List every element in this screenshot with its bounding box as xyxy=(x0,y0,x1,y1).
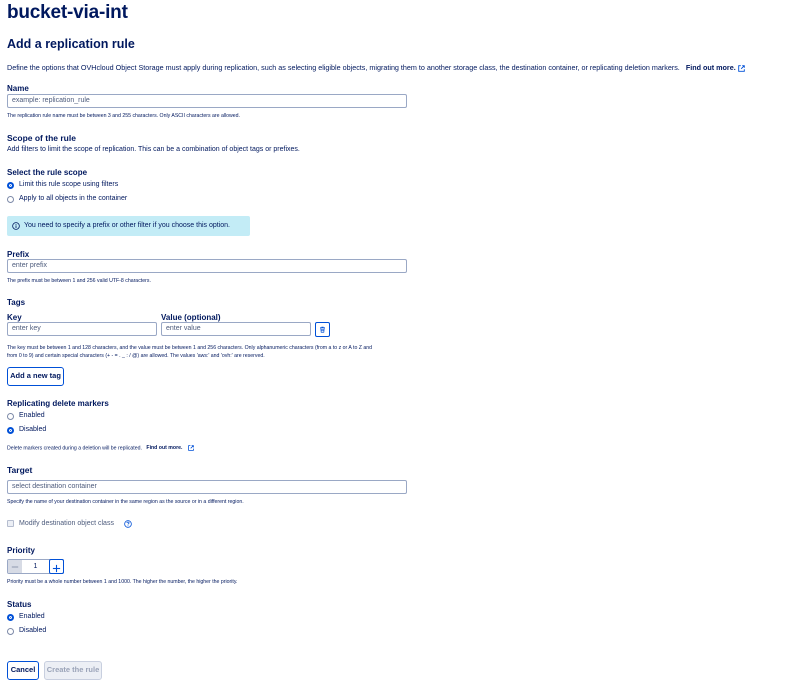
status-title: Status xyxy=(7,600,32,609)
form-heading: Add a replication rule xyxy=(7,37,135,51)
info-icon xyxy=(12,222,20,230)
priority-stepper xyxy=(7,559,64,574)
priority-decrement-button[interactable] xyxy=(8,560,22,573)
tag-key-input[interactable]: enter key xyxy=(7,322,157,336)
scope-radio-filters[interactable] xyxy=(7,182,14,189)
tag-key-label: Key xyxy=(7,313,22,322)
tags-title: Tags xyxy=(7,298,26,307)
info-message xyxy=(7,216,250,236)
scope-option-all[interactable]: Apply to all objects in the container xyxy=(19,195,128,202)
tags-hint-line1: The key must be between 1 and 128 characters, and the value must be between 1 and 256 characters. Only alphanumeric characters (from a to z or A to Z and xyxy=(7,345,373,351)
external-link-icon xyxy=(738,65,745,72)
name-label: Name xyxy=(7,84,29,93)
status-radio-disabled[interactable] xyxy=(7,628,14,635)
prefix-input[interactable]: enter prefix xyxy=(7,259,407,273)
scope-description: Add filters to limit the scope of replication. This can be a combination of object tags or prefixes. xyxy=(7,146,300,153)
priority-label: Priority xyxy=(7,546,36,555)
create-rule-button[interactable]: Create the rule xyxy=(44,661,102,680)
delete-markers-title: Replicating delete markers xyxy=(7,399,109,408)
prefix-label: Prefix xyxy=(7,250,30,259)
form-description: Define the options that OVHcloud Object Storage must apply during replication, such as selecting eligible objects, migrating them to another storage class, the destination container, or replicating deletion markers. Find out more. xyxy=(7,63,787,72)
external-link-icon xyxy=(188,445,194,451)
delete-markers-hint: Delete markers created during a deletion will be replicated. xyxy=(7,445,142,452)
add-tag-button[interactable]: Add a new tag xyxy=(7,367,64,386)
cancel-button[interactable]: Cancel xyxy=(7,661,39,680)
status-radio-enabled[interactable] xyxy=(7,614,14,621)
delete-markers-hint-row xyxy=(7,445,194,451)
status-option-enabled[interactable]: Enabled xyxy=(19,613,45,620)
target-hint: Specify the name of your destination container in the same region as the source or in a different region. xyxy=(7,499,244,505)
help-icon[interactable] xyxy=(124,520,132,528)
delete-markers-radio-disabled[interactable] xyxy=(7,427,14,434)
scope-select-label: Select the rule scope xyxy=(7,168,88,177)
delete-markers-radio-enabled[interactable] xyxy=(7,413,14,420)
status-option-disabled[interactable]: Disabled xyxy=(19,627,47,634)
priority-increment-button[interactable] xyxy=(49,559,64,574)
scope-title: Scope of the rule xyxy=(7,133,76,143)
target-input[interactable]: select destination container xyxy=(7,480,407,494)
scope-option-filters[interactable]: Limit this rule scope using filters xyxy=(19,181,119,188)
target-label: Target xyxy=(7,465,33,475)
scope-radio-all[interactable] xyxy=(7,196,14,203)
trash-icon xyxy=(319,326,326,333)
delete-markers-find-out-more-link[interactable]: Find out more. xyxy=(146,445,183,452)
delete-markers-option-disabled[interactable]: Disabled xyxy=(19,426,47,433)
modify-class-label[interactable]: Modify destination object class xyxy=(19,520,114,527)
tag-value-input[interactable]: enter value xyxy=(161,322,311,336)
find-out-more-link[interactable]: Find out more. xyxy=(685,63,736,72)
plus-icon xyxy=(52,564,61,573)
prefix-hint: The prefix must be between 1 and 256 valid UTF-8 characters. xyxy=(7,278,151,284)
delete-markers-option-enabled[interactable]: Enabled xyxy=(19,412,45,419)
page-title: bucket-via-int xyxy=(7,2,128,23)
delete-tag-button[interactable] xyxy=(315,322,330,337)
name-input[interactable]: example: replication_rule xyxy=(7,94,407,108)
priority-hint: Priority must be a whole number between 1 and 1000. The higher the number, the higher the priority. xyxy=(7,579,238,585)
tags-hint-line2: from 0 to 9) and certain special characters (+ - = . _ : / @) are allowed. The values 'aws:' and 'ovh:' are reserved. xyxy=(7,353,265,359)
minus-icon xyxy=(11,563,19,571)
info-text: You need to specify a prefix or other filter if you choose this option. xyxy=(24,222,230,229)
name-hint: The replication rule name must be between 3 and 255 characters. Only ASCII characters are allowed. xyxy=(7,113,240,119)
modify-class-checkbox[interactable] xyxy=(7,520,14,527)
priority-input[interactable]: 1 xyxy=(33,563,38,570)
tag-value-label: Value (optional) xyxy=(161,313,221,322)
